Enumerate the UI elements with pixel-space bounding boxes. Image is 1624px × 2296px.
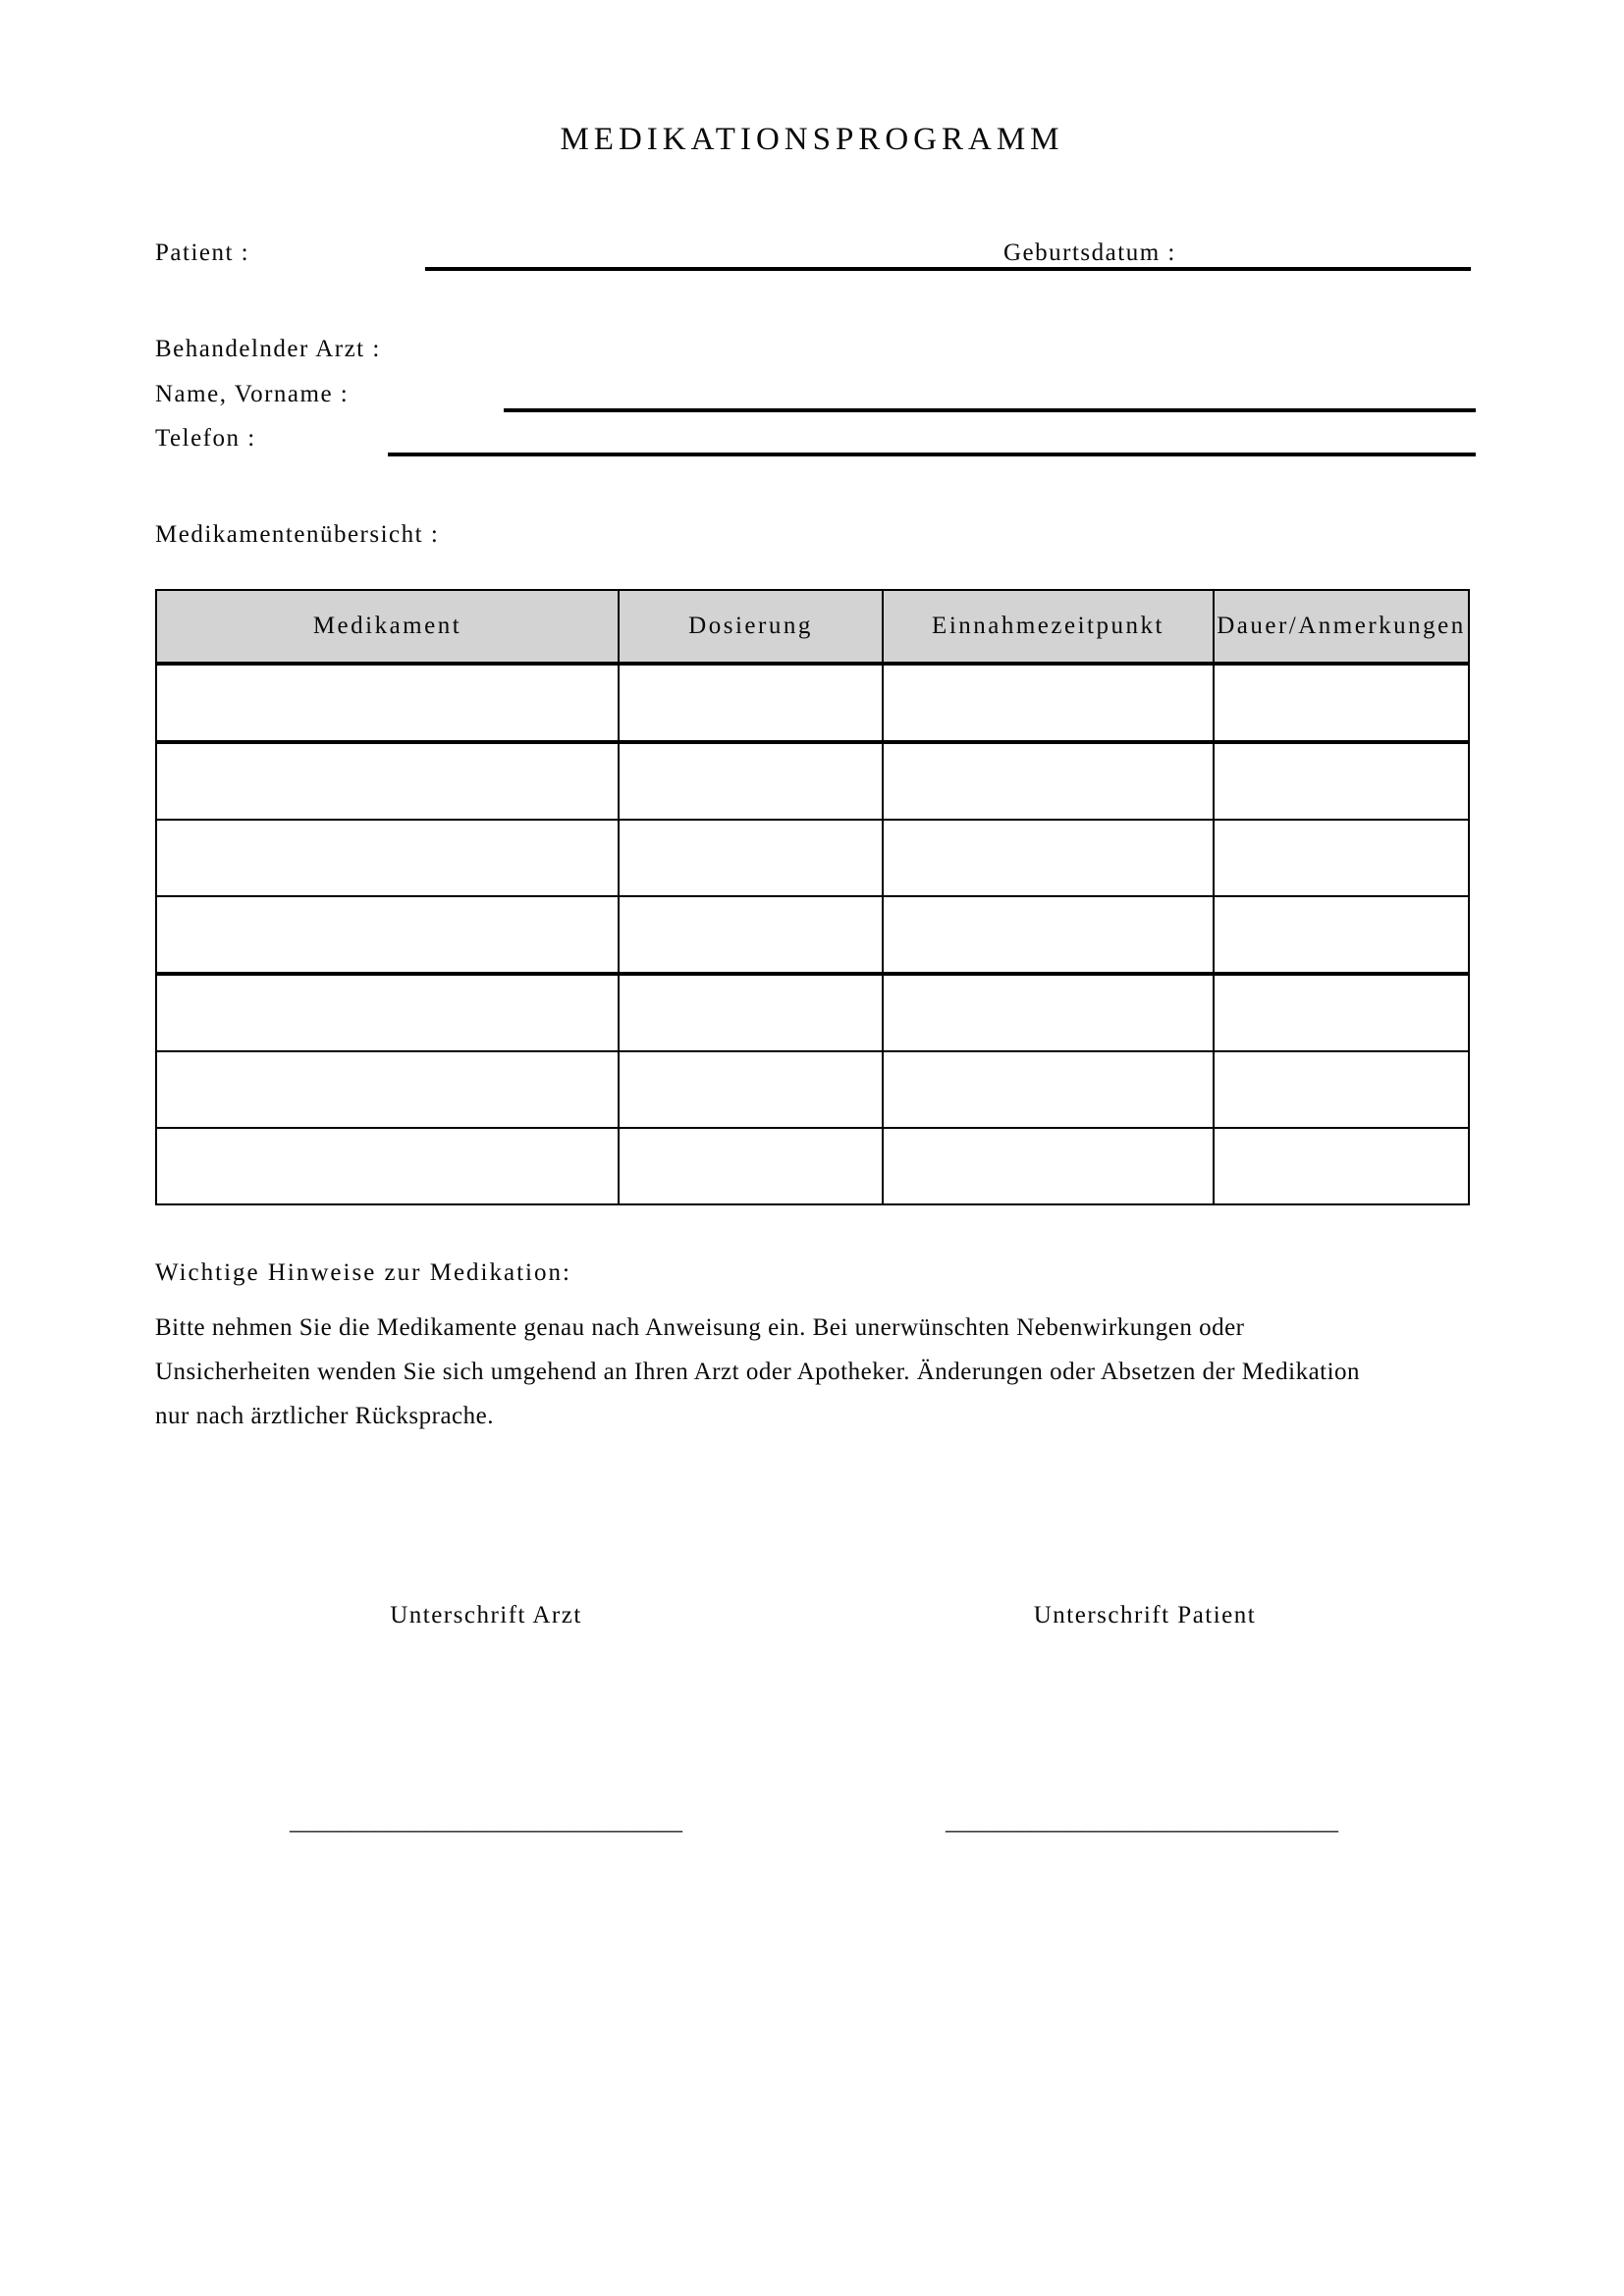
table-header-cell: Dauer/Anmerkungen xyxy=(1214,590,1469,664)
doctor-section-heading: Behandelnder Arzt : xyxy=(155,336,381,362)
table-cell[interactable] xyxy=(883,664,1214,742)
table-row xyxy=(156,820,1469,896)
table-cell[interactable] xyxy=(156,974,619,1051)
table-cell[interactable] xyxy=(619,664,883,742)
table-row xyxy=(156,664,1469,742)
notes-line: Bitte nehmen Sie die Medikamente genau nach Anweisung ein. Bei unerwünschten Nebenwirkungen oder xyxy=(155,1314,1245,1341)
table-cell[interactable] xyxy=(883,820,1214,896)
phone-label: Telefon : xyxy=(155,425,256,452)
table-cell[interactable] xyxy=(156,1051,619,1128)
patient-label: Patient : xyxy=(155,240,250,266)
medication-overview-heading: Medikamentenübersicht : xyxy=(155,521,440,548)
table-header-cell: Einnahmezeitpunkt xyxy=(883,590,1214,664)
patient-signature-line[interactable]: ________________________________ xyxy=(946,1808,1338,1835)
doctor-signature-label: Unterschrift Arzt xyxy=(390,1602,582,1629)
medication-table xyxy=(155,589,1470,1205)
doctor-name-label: Name, Vorname : xyxy=(155,381,350,407)
table-cell[interactable] xyxy=(1214,974,1469,1051)
phone-input-line[interactable] xyxy=(388,453,1476,456)
notes-line: Unsicherheiten wenden Sie sich umgehend an Ihren Arzt oder Apotheker. Änderungen oder Absetzen der Medikation xyxy=(155,1359,1361,1385)
table-cell[interactable] xyxy=(1214,1128,1469,1204)
table-cell[interactable] xyxy=(883,1051,1214,1128)
page-title: MEDIKATIONSPROGRAMM xyxy=(560,122,1064,157)
table-cell[interactable] xyxy=(883,896,1214,974)
table-cell[interactable] xyxy=(156,664,619,742)
table-cell[interactable] xyxy=(883,974,1214,1051)
table-cell[interactable] xyxy=(619,974,883,1051)
notes-heading: Wichtige Hinweise zur Medikation: xyxy=(155,1259,571,1286)
table-cell[interactable] xyxy=(1214,742,1469,820)
table-cell[interactable] xyxy=(1214,820,1469,896)
table-row xyxy=(156,742,1469,820)
table-cell[interactable] xyxy=(619,820,883,896)
table-row xyxy=(156,896,1469,974)
notes-line: nur nach ärztlicher Rücksprache. xyxy=(155,1403,495,1429)
table-row xyxy=(156,1128,1469,1204)
table-row xyxy=(156,974,1469,1051)
table-cell[interactable] xyxy=(1214,664,1469,742)
table-cell[interactable] xyxy=(156,896,619,974)
patient-signature-label: Unterschrift Patient xyxy=(1033,1602,1257,1629)
table-cell[interactable] xyxy=(156,820,619,896)
table-cell[interactable] xyxy=(619,1051,883,1128)
table-header-cell: Medikament xyxy=(156,590,619,664)
table-cell[interactable] xyxy=(156,742,619,820)
notes-paragraph xyxy=(155,1306,1530,1438)
table-header-cell: Dosierung xyxy=(619,590,883,664)
table-cell[interactable] xyxy=(619,742,883,820)
doctor-signature-line[interactable]: ________________________________ xyxy=(290,1808,682,1835)
table-cell[interactable] xyxy=(619,1128,883,1204)
medication-table-body xyxy=(156,664,1469,1204)
table-cell[interactable] xyxy=(1214,1051,1469,1128)
birthdate-label: Geburtsdatum : xyxy=(1003,240,1176,266)
table-row xyxy=(156,1051,1469,1128)
table-cell[interactable] xyxy=(619,896,883,974)
table-header-row xyxy=(156,590,1469,664)
doctor-name-input-line[interactable] xyxy=(504,408,1476,412)
medication-table-header xyxy=(156,590,1469,664)
table-cell[interactable] xyxy=(156,1128,619,1204)
table-cell[interactable] xyxy=(883,1128,1214,1204)
table-cell[interactable] xyxy=(883,742,1214,820)
patient-birthdate-input-line[interactable] xyxy=(425,267,1471,271)
table-cell[interactable] xyxy=(1214,896,1469,974)
